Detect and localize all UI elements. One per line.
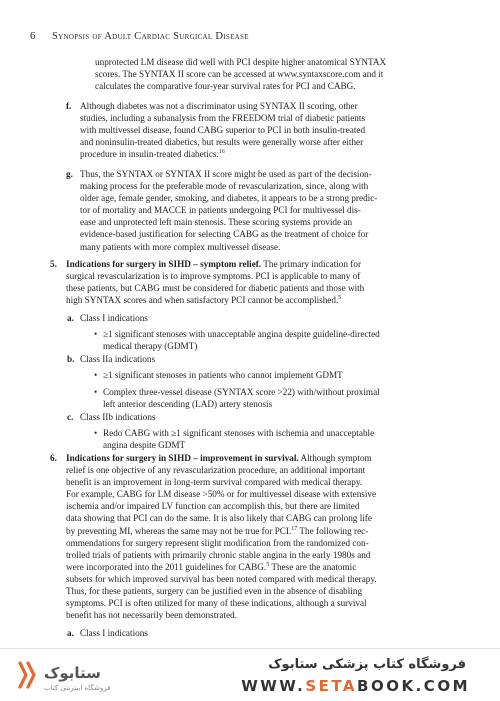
- list-item: • ≥1 significant stenoses in patients who cannot implement GDMT: [103, 369, 469, 381]
- section-5: 5. Indications for surgery in SIHD – symptom relief. The primary indication for surgical revascularization is to improve symptoms. PCI is applicable to many of these patients, but CABG must be considered for diabetic patients and those with high SYNTAX scores and when satisfactory PCI cannot be accomplished.$^5$: [50, 259, 365, 306]
- continued-paragraph: unprotected LM disease did well with PCI despite higher anatomical SYNTAX scores. The SYNTAX II score can be accessed at www.syntaxscore.com and it calculates the comparative four-year survival rates for PCI and CABG.: [95, 57, 387, 92]
- list-item-g: g. Thus, the SYNTAX or SYNTAX II score might be used as part of the decision- making process for the preferable mode of revascularization, since, along with older age, female gender, smoking, and diabetes, it appears to be a strong predic- tor of mortality and MACCE in patients undergoing PCI for multivessel dis- ease and unprotected left main stenosis. These scoring systems provide an evidence-based justification for selecting CABG as the treatment of choice for many patients with more complex multivessel disease.: [66, 169, 378, 252]
- reference-5: 5: [266, 561, 270, 568]
- store-website[interactable]: WWW.SETABOOK.COM: [241, 677, 470, 695]
- store-banner: [0, 648, 500, 701]
- section-6-heading: Indications for surgery in SIHD – improvement in survival.: [66, 453, 299, 463]
- class-iia-indications: b. Class IIa indications: [67, 354, 156, 364]
- logo-subtitle: فروشگاه اینترنتی کتاب: [44, 684, 111, 692]
- chevron-icon: [20, 663, 26, 687]
- list-item: • Complex three-vessel disease (SYNTAX score >22) with/without proximal left anterior descending (LAD) artery stenosis: [103, 386, 469, 410]
- section-5-heading: Indications for surgery in SIHD – symptom relief.: [66, 259, 262, 269]
- list-item: • ≥1 significant stenoses with unacceptable angina despite guideline-directed medical therapy (GDMT): [103, 328, 469, 352]
- class-i-indications: a. Class I indications: [67, 628, 148, 638]
- logo-wordmark: ستابوک: [44, 664, 101, 682]
- store-name: فروشگاه کتاب پزشکی ستابوک: [268, 657, 466, 672]
- list-item: • Redo CABG with ≥1 significant stenoses with ischemia and unacceptable angina despite GDMT: [103, 427, 469, 451]
- reference-17: 17: [291, 525, 298, 532]
- setabook-logo: [14, 655, 126, 695]
- list-item-f: f. Although diabetes was not a discriminator using SYNTAX II scoring, other studies, including a subanalysis from the FREEDOM trial of diabetic patients with multivessel disease, found CABG superior to PCI in both insulin-treated and noninsulin-treated diabetics, but results were generally worse after either procedure in insulin-treated diabetics.$^{16}$: [66, 101, 366, 160]
- reference-5: 5: [338, 295, 342, 302]
- reference-16: 16: [218, 149, 225, 156]
- section-6: 6. Indications for surgery in SIHD – improvement in survival. Although symptom relief is one objective of any revascularization procedure, an additional important benefit is an improvement in long-term survival compared with medical therapy. For example, CABG for LM disease >50% or for multivessel disease with extensive ischemia and/or impaired LV function can accomplish this, but there are limited data showing that PCI can do the same. It is also likely that CABG can prolong life by preventing MI, whereas the same may not be true for PCI.$^{17}$ The following rec- ommendations for surgery represent slight modification from the randomized con- trolled trials of patients with primarily chronic stable angina in the early 1980s and were incorporated into the 2011 guidelines for CABG.$^5$ These are the anatomic subsets for which improved survival has been noted compared with medical therapy. Thus, for these patients, surgery can be justified even in the absence of disabling symptoms. PCI is often utilized for many of these indications, although a survival benefit has not necessarily been demonstrated.: [50, 453, 377, 621]
- running-header: [30, 30, 249, 42]
- page-number: 6: [30, 30, 36, 42]
- chevron-icon: [28, 663, 34, 687]
- class-i-indications: a. Class I indications: [67, 313, 148, 323]
- running-title: Synopsis of Adult Cardiac Surgical Disease: [52, 31, 249, 42]
- class-iib-indications: c. Class IIb indications: [67, 412, 156, 422]
